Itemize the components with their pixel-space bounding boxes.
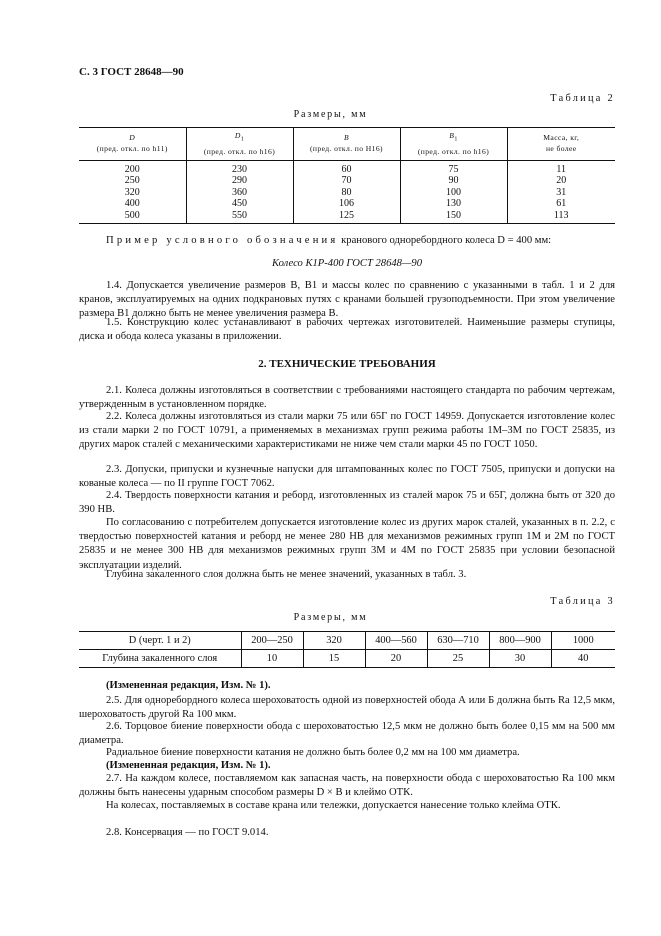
paragraph-2-5: 2.5. Для одноребордного колеса шероховатость одной из поверхностей обода А или Б должна быть Ra 12,5 мкм, шероховатость другой Ra 100 мкм. (79, 695, 615, 721)
table2-units: Размеры, мм (293, 109, 368, 120)
table-row: 500 550 125 150 113 (79, 210, 615, 224)
table2-header-row (79, 128, 615, 161)
paragraph-2-7: 2.7. На каждом колесе, поставляемом как запасная часть, на поверхности обода с шероховатостью Ra 100 мкм должны быть нанесены ударным способом размеры D × B и клеймо ОТК. (79, 773, 615, 799)
table3-row-diameter: D (черт. 1 и 2) 200—250 320 400—560 630—710 800—900 1000 (79, 632, 615, 650)
paragraph-2-6: 2.6. Торцовое биение поверхности обода с шероховатостью 12,5 мкм не должно быть более 0,15 мм на 500 мм диаметра. (79, 721, 615, 747)
table3-label: Таблица 3 (550, 596, 615, 607)
table3-row-depth: Глубина закаленного слоя 10 15 20 25 30 40 (79, 650, 615, 668)
paragraph-1-5: 1.5. Конструкцию колес устанавливают в рабочих чертежах изготовителей. Наименьшие размеры ступицы, диска и обода колеса указаны в приложении. (79, 317, 615, 343)
table-row: 200 230 60 75 11 (79, 160, 615, 175)
paragraph-2-6-radial: Радиальное биение поверхности катания не должно быть более 0,2 мм на 100 мм диаметра. (106, 747, 520, 758)
table2-col-b1: $B_1$ (пред. откл. по h16) (400, 128, 507, 161)
amended-note: (Измененная редакция, Изм. № 1). (106, 680, 271, 691)
paragraph-2-1: 2.1. Колеса должны изготовляться в соответствии с требованиями настоящего стандарта по рабочим чертежам, утвержденным в установленном порядке. (79, 385, 615, 411)
table3 (79, 631, 615, 668)
table2-col-d1: $D_1$ (пред. откл. по h16) (186, 128, 293, 161)
designation: Колесо К1Р-400 ГОСТ 28648—90 (271, 258, 422, 269)
table-row: 250 290 70 90 20 (79, 175, 615, 187)
table3-row-label: D (черт. 1 и 2) (79, 632, 241, 650)
table3-row-label: Глубина закаленного слоя (79, 650, 241, 668)
paragraph-2-3: 2.3. Допуски, припуски и кузнечные напуски для штампованных колес по ГОСТ 7505, припуски и допуски на кованые колеса — по II группе ГОСТ 7062. (79, 464, 615, 490)
table-row: 320 360 80 100 31 (79, 187, 615, 199)
paragraph-2-4: 2.4. Твердость поверхности катания и реборд, изготовленных из сталей марок 75 и 65Г, должна быть от 320 до 390 НВ. (79, 490, 615, 516)
page-header: С. 3 ГОСТ 28648—90 (79, 66, 184, 78)
designation-example: Пример условного обозначения кранового одноребордного колеса D = 400 мм: (106, 235, 552, 246)
table2-col-d: D (пред. откл. по h11) (79, 128, 186, 161)
paragraph-2-4-depth: Глубина закаленного слоя должна быть не менее значений, указанных в табл. 3. (106, 569, 467, 580)
table3-units: Размеры, мм (293, 612, 368, 623)
table2-col-mass: Масса, кг, не более (507, 128, 615, 161)
table-row: 400 450 106 130 61 (79, 198, 615, 210)
table2-col-b: B (пред. откл. по H16) (293, 128, 400, 161)
table2-label: Таблица 2 (550, 93, 615, 104)
paragraph-2-2: 2.2. Колеса должны изготовляться из стали марки 75 или 65Г по ГОСТ 14959. Допускается изготовление колес из стали марки 2 по ГОСТ 10791, а применяемых в механизмах групп режима работы 1М–3М по ГОСТ 25835, из других марок сталей с механическими характеристиками не ниже чем стали марки 45 по ГОСТ 1050. (79, 411, 615, 451)
paragraph-1-4: 1.4. Допускается увеличение размеров B, B1 и массы колес по сравнению с указанными в табл. 1 и 2 для кранов, эксплуатируемых на одних подкрановых путях с кранами большей грузоподъемности. При этом увеличение размера B1 должно быть не менее увеличения размера B. (79, 280, 615, 320)
paragraph-2-7-note: На колесах, поставляемых в составе крана или тележки, допускается нанесение только клейма ОТК. (106, 800, 561, 811)
section-title: 2. ТЕХНИЧЕСКИЕ ТРЕБОВАНИЯ (258, 358, 436, 370)
paragraph-2-4-note: По согласованию с потребителем допускается изготовление колес из других марок сталей, указанных в п. 2.2, с твердостью поверхностей катания и реборд не менее 280 НВ для механизмов режимных групп 1М и 2М по ГОСТ 25835 и не менее 300 НВ для механизмов режимных групп 3М и 4М по ГОСТ 25835 при условии безопасной эксплуатации изделий. (79, 517, 615, 571)
table2 (79, 127, 615, 224)
paragraph-2-8: 2.8. Консервация — по ГОСТ 9.014. (106, 827, 269, 838)
amended-note: (Измененная редакция, Изм. № 1). (106, 760, 271, 771)
